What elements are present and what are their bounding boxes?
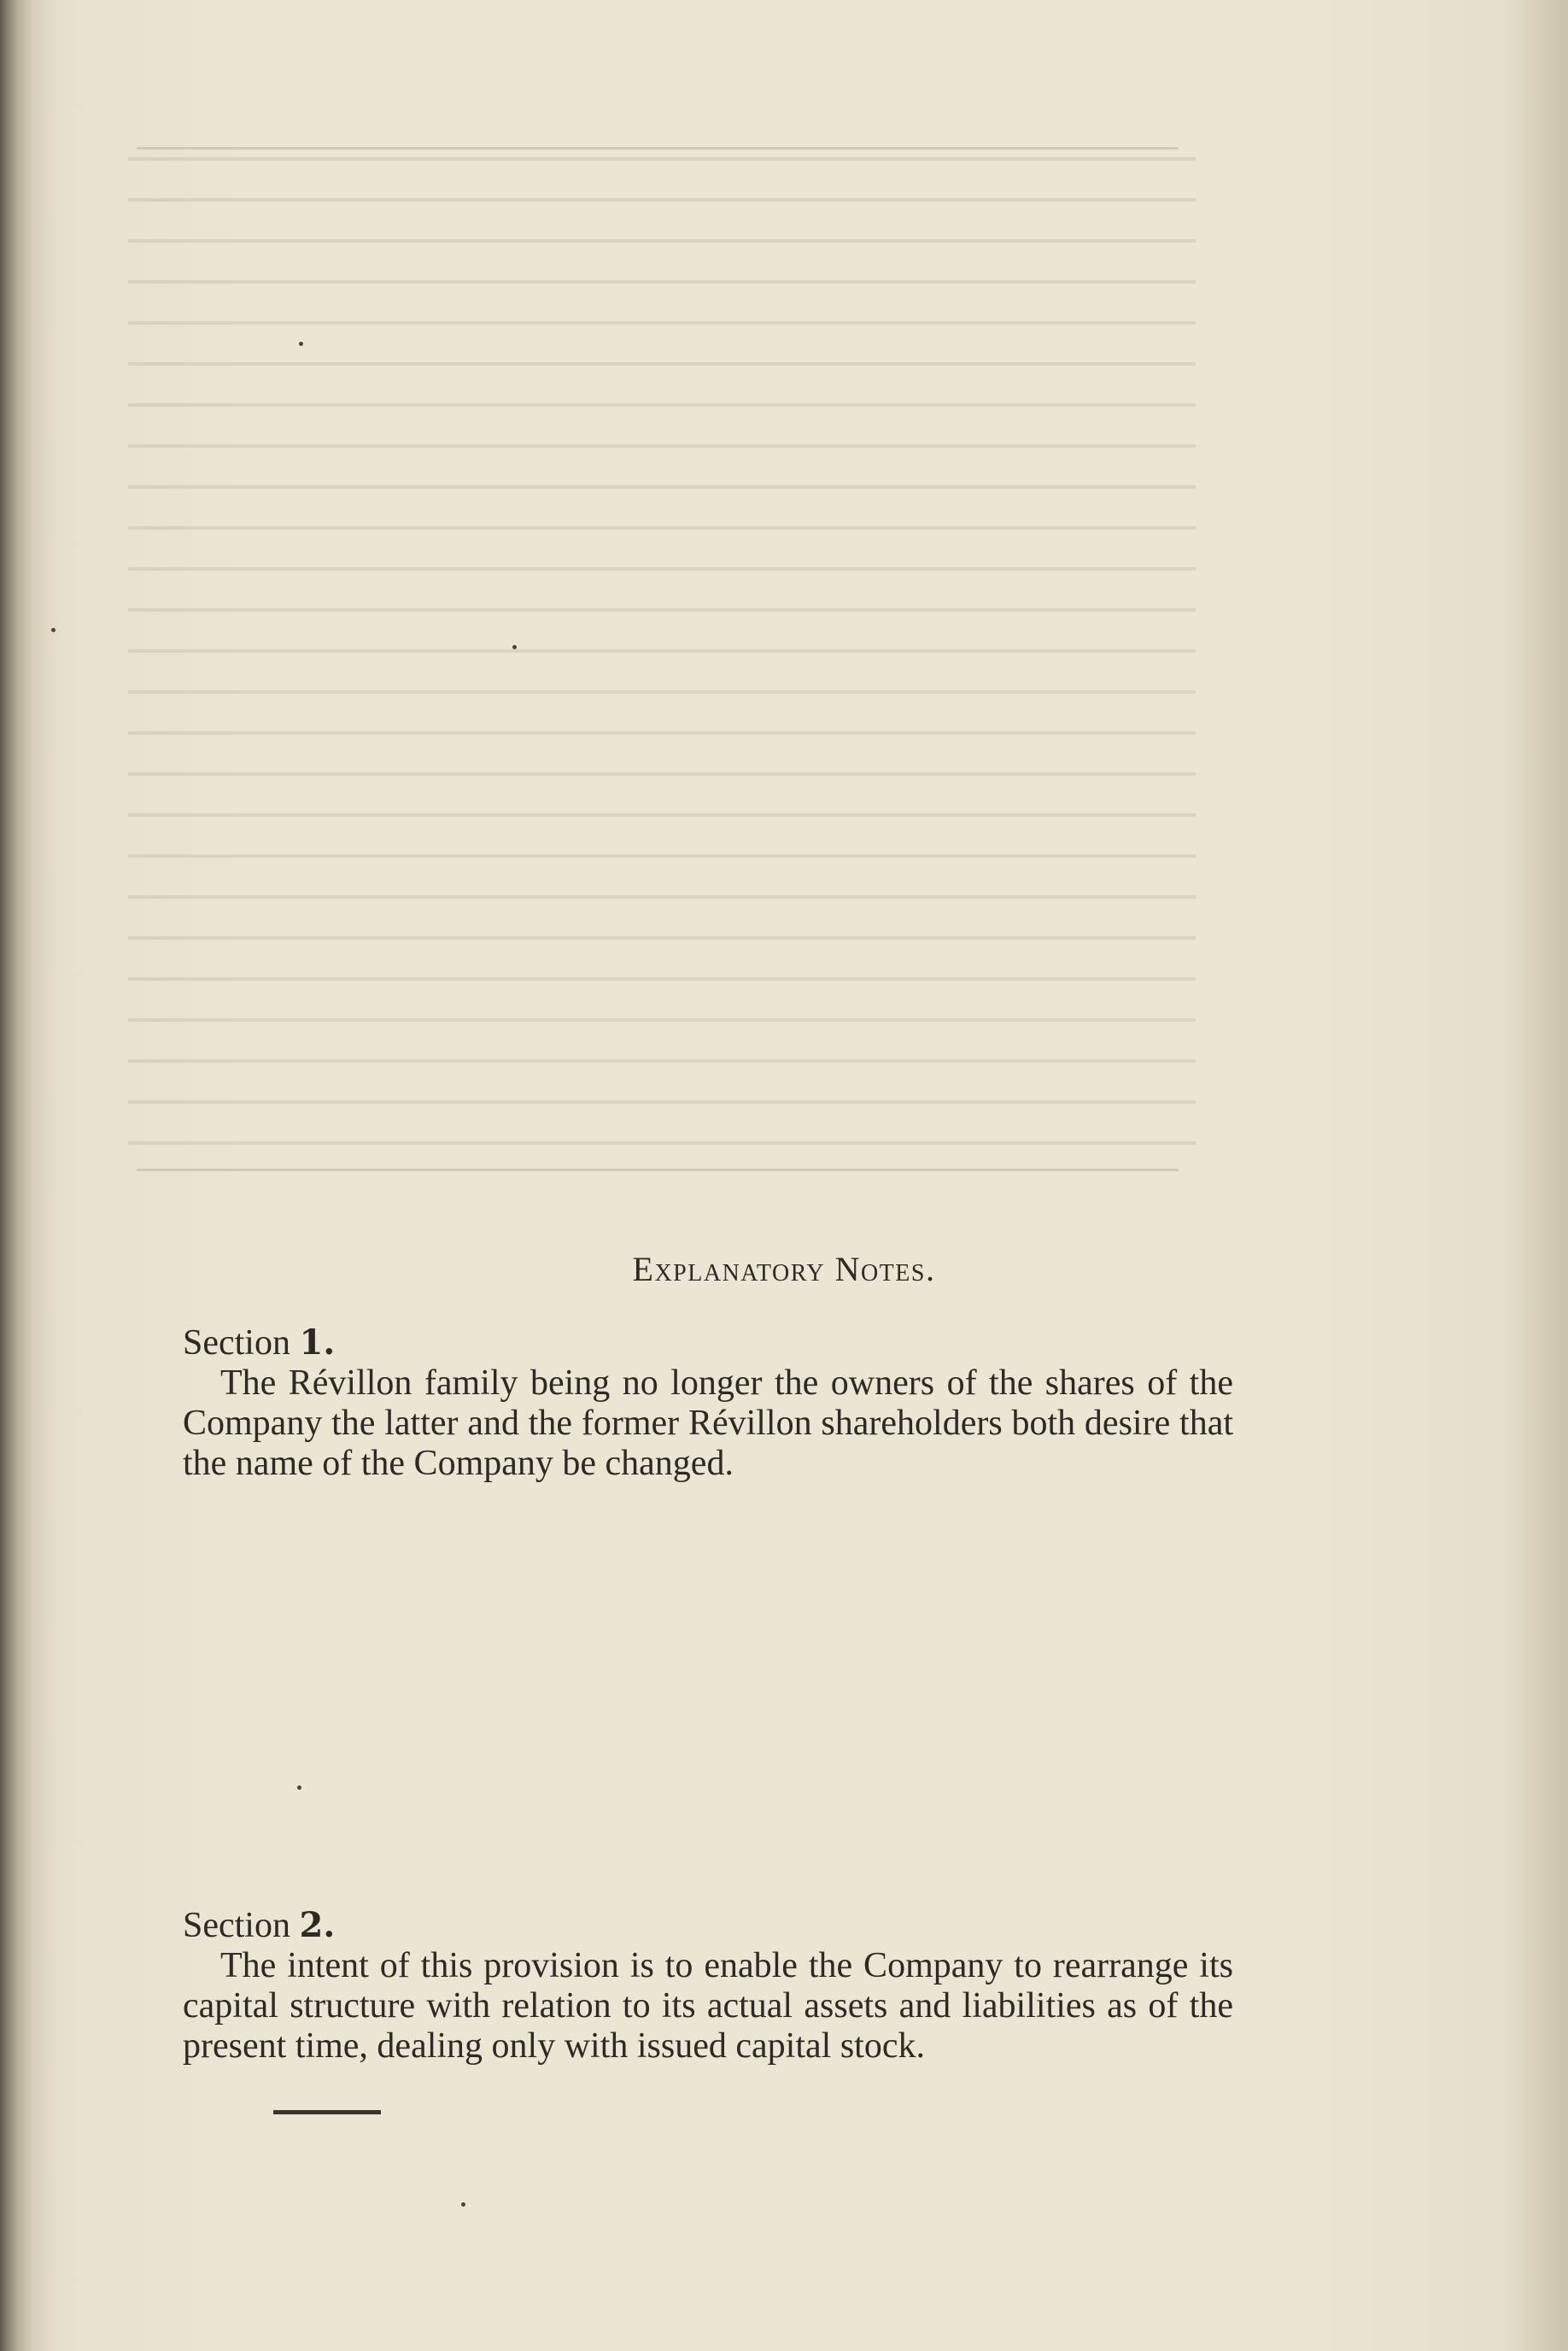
show-through-texture [128, 128, 1196, 1153]
section-2-text: The intent of this provision is to enable the Company to rearrange its capital structure with relation to its actual assets and liabilities as of the present time, dealing only with issued capital stock. [183, 1946, 1233, 2066]
section-1 [183, 1322, 1233, 1484]
faint-rule-middle [137, 1169, 1179, 1171]
paper-speck [299, 342, 303, 346]
paper-speck [512, 645, 517, 649]
paper-speck [461, 2202, 465, 2207]
section-2 [183, 1905, 1233, 2067]
section-2-number: 2. [299, 1905, 336, 1945]
section-1-text: The Révillon family being no longer the owners of the shares of the Company the latter and the former Révillon shareholders both desire that the name of the Company be changed. [183, 1363, 1233, 1483]
section-1-label-word: Section [183, 1323, 290, 1363]
section-2-label [183, 1905, 1233, 1946]
section-1-label [183, 1322, 1233, 1363]
faint-rule-top [137, 147, 1179, 150]
paper-speck [51, 628, 56, 632]
section-1-number: 1. [299, 1322, 336, 1363]
handwritten-underline [273, 2110, 381, 2114]
page-heading: Explanatory Notes. [632, 1250, 936, 1288]
paper-speck [297, 1785, 301, 1790]
section-2-label-word: Section [183, 1906, 290, 1945]
